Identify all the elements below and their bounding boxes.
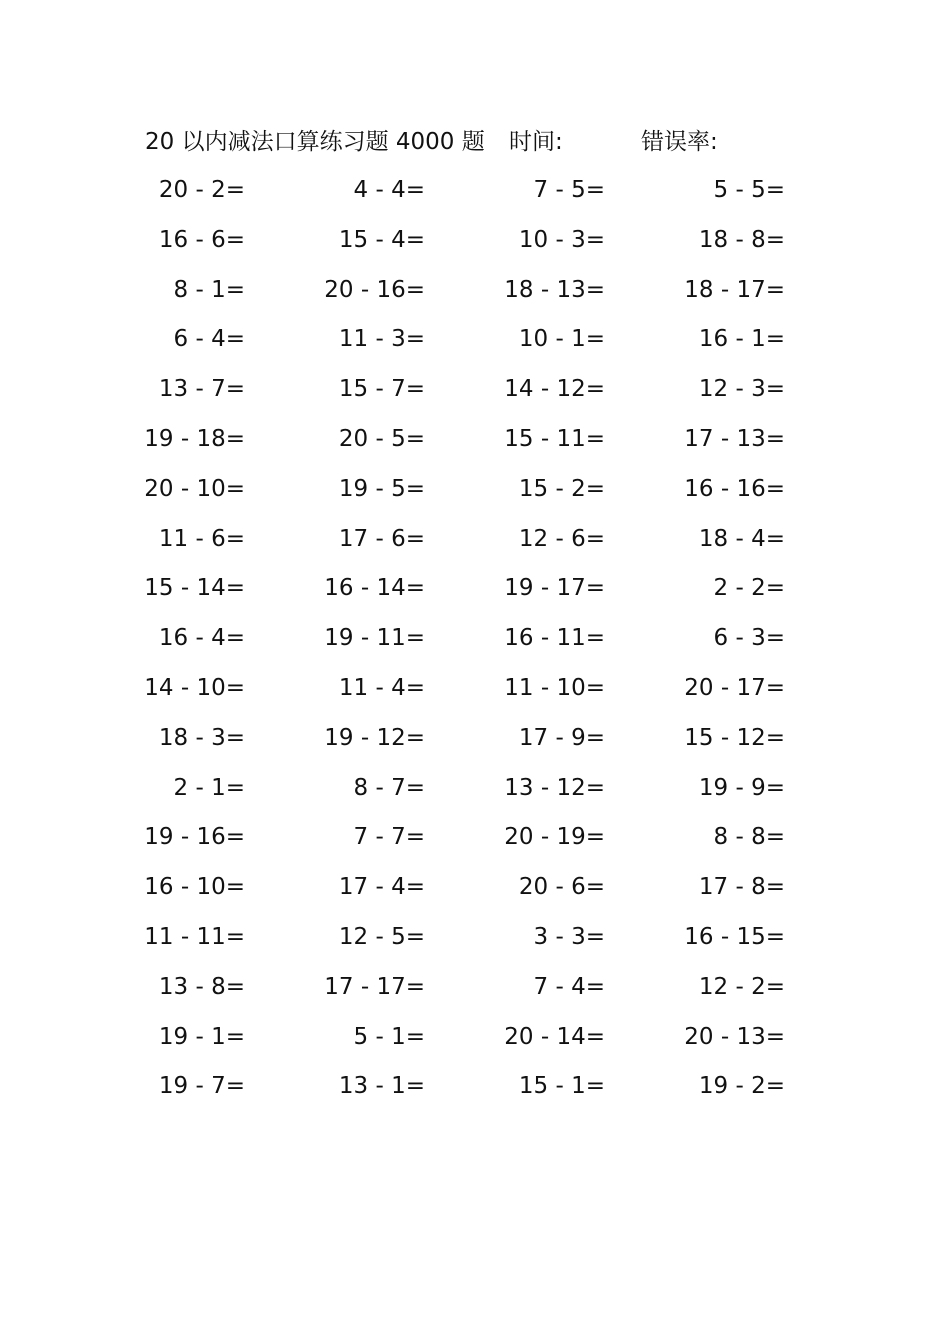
math-problem: 11 - 11= xyxy=(144,923,245,950)
math-problem: 3 - 3= xyxy=(533,923,605,950)
math-problem: 17 - 17= xyxy=(324,973,425,1000)
math-problem: 20 - 2= xyxy=(158,177,245,203)
math-problem: 13 - 12= xyxy=(504,774,605,801)
math-problem: 7 - 4= xyxy=(533,973,605,1000)
math-problem: 15 - 4= xyxy=(338,226,425,253)
math-problem: 14 - 10= xyxy=(144,674,245,701)
math-problem: 15 - 11= xyxy=(504,425,605,452)
math-problem: 19 - 1= xyxy=(158,1023,245,1050)
math-problem: 20 - 19= xyxy=(504,824,605,851)
math-problem: 15 - 14= xyxy=(144,575,245,602)
math-problem: 20 - 5= xyxy=(338,425,425,452)
math-problem: 16 - 15= xyxy=(684,923,785,950)
worksheet-title: 20 以内减法口算练习题 4000 题 xyxy=(145,129,485,155)
math-problem: 10 - 1= xyxy=(518,326,605,353)
math-problem: 15 - 7= xyxy=(338,376,425,403)
math-problem: 18 - 3= xyxy=(158,724,245,751)
math-problem: 19 - 9= xyxy=(698,774,785,801)
math-problem: 16 - 1= xyxy=(698,326,785,353)
math-problem: 19 - 2= xyxy=(698,1073,785,1100)
math-problem: 12 - 6= xyxy=(518,525,605,552)
math-problem: 19 - 11= xyxy=(324,625,425,652)
math-problem: 19 - 5= xyxy=(338,475,425,502)
math-problem: 7 - 5= xyxy=(533,177,605,203)
math-problem: 11 - 4= xyxy=(338,674,425,701)
math-problem: 17 - 13= xyxy=(684,425,785,452)
math-problem: 16 - 14= xyxy=(324,575,425,602)
math-problem: 19 - 7= xyxy=(158,1073,245,1100)
time-label: 时间: xyxy=(509,129,563,155)
math-problem: 11 - 3= xyxy=(338,326,425,353)
math-problem: 15 - 2= xyxy=(518,475,605,502)
math-problem: 20 - 16= xyxy=(324,276,425,303)
math-problem: 17 - 4= xyxy=(338,874,425,901)
math-problem: 2 - 2= xyxy=(713,575,785,602)
math-problem: 11 - 6= xyxy=(158,525,245,552)
math-problem: 8 - 1= xyxy=(173,276,245,303)
error-rate-label: 错误率: xyxy=(641,129,718,155)
math-problem: 7 - 7= xyxy=(353,824,425,851)
math-problem: 16 - 16= xyxy=(684,475,785,502)
math-problem: 13 - 1= xyxy=(338,1073,425,1100)
math-problem: 5 - 5= xyxy=(713,177,785,203)
math-problem: 13 - 8= xyxy=(158,973,245,1000)
math-problem: 2 - 1= xyxy=(173,774,245,801)
math-problem: 17 - 8= xyxy=(698,874,785,901)
math-problem: 15 - 12= xyxy=(684,724,785,751)
math-problem: 18 - 17= xyxy=(684,276,785,303)
math-problem: 14 - 12= xyxy=(504,376,605,403)
math-problem: 10 - 3= xyxy=(518,226,605,253)
math-problem: 16 - 10= xyxy=(144,874,245,901)
math-problem: 8 - 7= xyxy=(353,774,425,801)
worksheet-header xyxy=(145,124,845,160)
math-problem: 11 - 10= xyxy=(504,674,605,701)
math-problem: 18 - 8= xyxy=(698,226,785,253)
math-problem: 8 - 8= xyxy=(713,824,785,851)
math-problem: 17 - 9= xyxy=(518,724,605,751)
math-problem: 19 - 17= xyxy=(504,575,605,602)
math-problem: 19 - 12= xyxy=(324,724,425,751)
math-problem: 20 - 10= xyxy=(144,475,245,502)
math-problem: 16 - 6= xyxy=(158,226,245,253)
math-problem: 20 - 6= xyxy=(518,874,605,901)
math-problem: 20 - 13= xyxy=(684,1023,785,1050)
problem-grid xyxy=(140,166,785,1112)
math-problem: 12 - 3= xyxy=(698,376,785,403)
math-problem: 12 - 5= xyxy=(338,923,425,950)
math-problem: 12 - 2= xyxy=(698,973,785,1000)
math-problem: 20 - 14= xyxy=(504,1023,605,1050)
math-problem: 19 - 16= xyxy=(144,824,245,851)
math-problem: 16 - 4= xyxy=(158,625,245,652)
math-problem: 13 - 7= xyxy=(158,376,245,403)
math-problem: 18 - 4= xyxy=(698,525,785,552)
math-problem: 17 - 6= xyxy=(338,525,425,552)
math-problem: 20 - 17= xyxy=(684,674,785,701)
math-problem: 15 - 1= xyxy=(518,1073,605,1100)
math-problem: 16 - 11= xyxy=(504,625,605,652)
math-problem: 5 - 1= xyxy=(353,1023,425,1050)
math-problem: 6 - 4= xyxy=(173,326,245,353)
math-problem: 4 - 4= xyxy=(353,177,425,203)
math-problem: 18 - 13= xyxy=(504,276,605,303)
math-problem: 6 - 3= xyxy=(713,625,785,652)
math-problem: 19 - 18= xyxy=(144,425,245,452)
